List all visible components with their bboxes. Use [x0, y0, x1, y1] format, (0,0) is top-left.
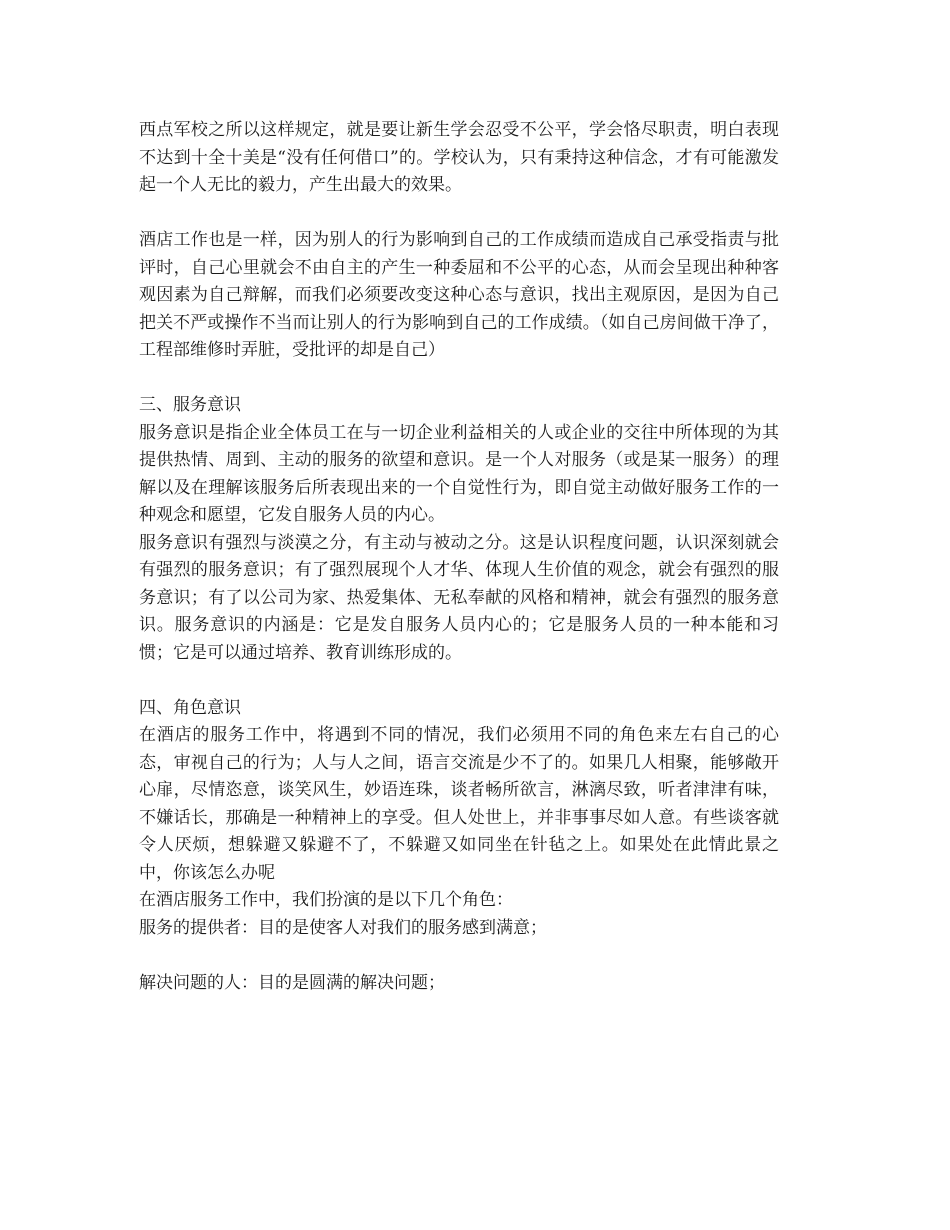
paragraph-role-provider: 服务的提供者：目的是使客人对我们的服务感到满意；	[139, 917, 547, 938]
section-heading-service-awareness: 三、服务意识	[139, 395, 241, 415]
paragraph-roles-intro: 在酒店服务工作中，我们扮演的是以下几个角色：	[139, 890, 513, 910]
paragraph-service-definition: 服务意识是指企业全体员工在与一切企业利益相关的人或企业的交往中所体现的为其提供热情、周到、主动的服务的欲望和意识。是一个人对服务（或是某一服务）的理解以及在理解该服务后所表现出来的一个自觉性行为，即自觉主动做好服务工作的一种观念和愿望，它发自服务人员的内心。	[139, 422, 779, 525]
paragraph-spacer	[139, 667, 779, 695]
paragraph-spacer	[139, 200, 779, 228]
paragraph-role-problem-solver: 解决问题的人：目的是圆满的解决问题；	[139, 972, 445, 993]
paragraph-service-intensity: 服务意识有强烈与淡漠之分，有主动与被动之分。这是认识程度问题，认识深刻就会有强烈的服务意识；有了强烈展现个人才华、体现人生价值的观念，就会有强烈的服务意识；有了以公司为家、热爱集体、无私奉献的风格和精神，就会有强烈的服务意识。服务意识的内涵是：它是发自服务人员内心的；它是服务人员的一种本能和习惯；它是可以通过培养、教育训练形成的。	[139, 532, 779, 663]
paragraph-hotel-work: 酒店工作也是一样，因为别人的行为影响到自己的工作成绩而造成自己承受指责与批评时，自己心里就会不由自主的产生一种委屈和不公平的心态，从而会呈现出种种客观因素为自己辩解，而我们必须要改变这种心态与意识，找出主观原因，是因为自己把关不严或操作不当而让别人的行为影响到自己的工作成绩。（如自己房间做干净了，工程部维修时弄脏，受批评的却是自己）	[139, 230, 779, 360]
document-page	[139, 117, 779, 997]
paragraph-west-point: 西点军校之所以这样规定，就是要让新生学会忍受不公平，学会恪尽职责，明白表现不达到十全十美是“没有任何借口”的。学校认为，只有秉持这种信念，才有可能激发起一个人无比的毅力，产生出最大的效果。	[139, 120, 779, 195]
paragraph-spacer	[139, 365, 779, 393]
paragraph-role-situations: 在酒店的服务工作中，将遇到不同的情况，我们必须用不同的角色来左右自己的心态，审视自己的行为；人与人之间，语言交流是少不了的。如果几人相聚，能够敞开心扉，尽情恣意，谈笑风生，妙语连珠，谈者畅所欲言，淋漓尽致，听者津津有味，不嫌话长，那确是一种精神上的享受。但人处世上，并非事事尽如人意。有些谈客就令人厌烦，想躲避又躲避不了，不躲避又如同坐在针毡之上。如果处在此情此景之中，你该怎么办呢	[139, 725, 779, 883]
section-heading-role-awareness: 四、角色意识	[139, 697, 241, 718]
paragraph-spacer	[139, 942, 779, 970]
